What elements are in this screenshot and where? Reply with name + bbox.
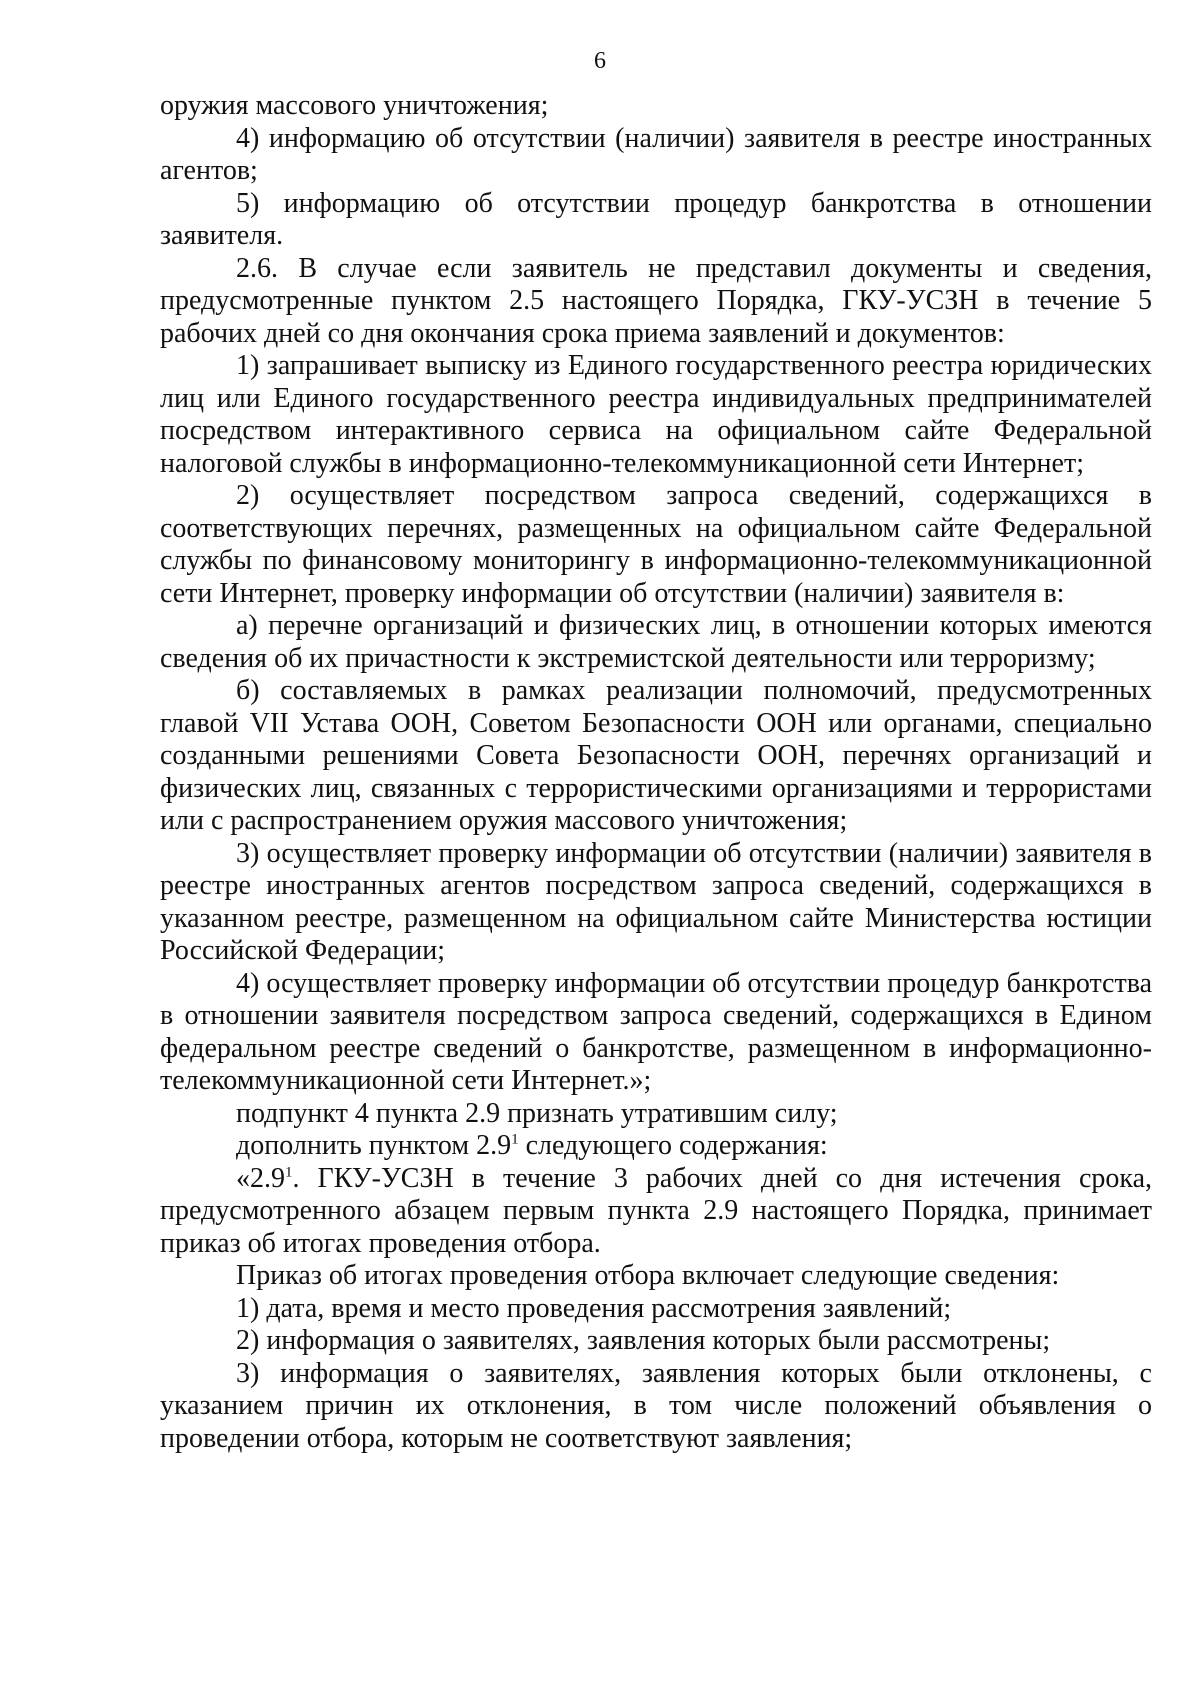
clause-text: . ГКУ-УСЗН в течение 3 рабочих дней со дня истечения срока, предусмотренного абзацем первым пункта 2.9 настоящего Порядка, принимает приказ об итогах проведения отбора. (160, 1162, 1152, 1259)
superscript: 1 (511, 1131, 519, 1148)
list-item: 2) информация о заявителях, заявления которых были рассмотрены; (236, 1325, 1051, 1356)
supplement-text-start: дополнить пунктом 2.9 (236, 1130, 512, 1161)
paragraph: 3) осуществляет проверку информации об отсутствии (наличии) заявителя в реестре иностранных агентов посредством запроса сведений, содержащихся в указанном реестре, размещенном на официальном сайте Министерства юстиции Российской Федерации; (160, 837, 1152, 966)
paragraph: оружия массового уничтожения; (160, 90, 549, 121)
paragraph: 1) запрашивает выписку из Единого государственного реестра юридических лиц или Единого государственного реестра индивидуальных предпринимателей посредством интерактивного сервиса на официальном сайте Федеральной налоговой службы в информационно-телекоммуникационной сети Интернет; (160, 350, 1152, 479)
paragraph: 4) информацию об отсутствии (наличии) заявителя в реестре иностранных агентов; (160, 122, 1152, 186)
new-clause-paragraph (160, 1163, 1152, 1261)
list-item: 3) информация о заявителях, заявления которых были отклонены, с указанием причин их отклонения, в том числе положений объявления о проведении отбора, которым не соответствуют заявления; (160, 1357, 1152, 1454)
superscript: 1 (285, 1164, 293, 1181)
page-number: 6 (594, 48, 606, 74)
paragraph: 4) осуществляет проверку информации об отсутствии процедур банкротства в отношении заявителя посредством запроса сведений, содержащихся в Едином федеральном реестре сведений о банкротстве, размещенном в информационно-телекоммуникационной сети Интернет.»; (160, 967, 1152, 1096)
supplement-text-end: следующего содержания: (518, 1130, 828, 1161)
paragraph: подпункт 4 пункта 2.9 признать утратившим силу; (236, 1097, 838, 1129)
clause-number: «2.9 (236, 1162, 285, 1194)
document-body (160, 90, 1152, 1455)
paragraph: 5) информацию об отсутствии процедур банкротства в отношении заявителя. (160, 187, 1152, 251)
list-item: 1) дата, время и место проведения рассмотрения заявлений; (236, 1292, 952, 1324)
paragraph: Приказ об итогах проведения отбора включает следующие сведения: (236, 1260, 1060, 1291)
supplement-paragraph (160, 1130, 1152, 1163)
paragraph: а) перечне организаций и физических лиц, в отношении которых имеются сведения об их причастности к экстремистской деятельности или терроризму; (160, 610, 1152, 674)
paragraph: 2) осуществляет посредством запроса сведений, содержащихся в соответствующих перечнях, размещенных на официальном сайте Федеральной службы по финансовому мониторингу в информационно-телекоммуникационной сети Интернет, проверку информации об отсутствии (наличии) заявителя в: (160, 480, 1152, 609)
paragraph: б) составляемых в рамках реализации полномочий, предусмотренных главой VII Устава ООН, Советом Безопасности ООН или органами, специально созданными решениями Совета Безопасности ООН, перечнях организаций и физических лиц, связанных с террористическими организациями и террористами или с распространением оружия массового уничтожения; (160, 675, 1152, 836)
paragraph: 2.6. В случае если заявитель не представил документы и сведения, предусмотренные пунктом 2.5 настоящего Порядка, ГКУ-УСЗН в течение 5 рабочих дней со дня окончания срока приема заявлений и документов: (160, 252, 1152, 349)
